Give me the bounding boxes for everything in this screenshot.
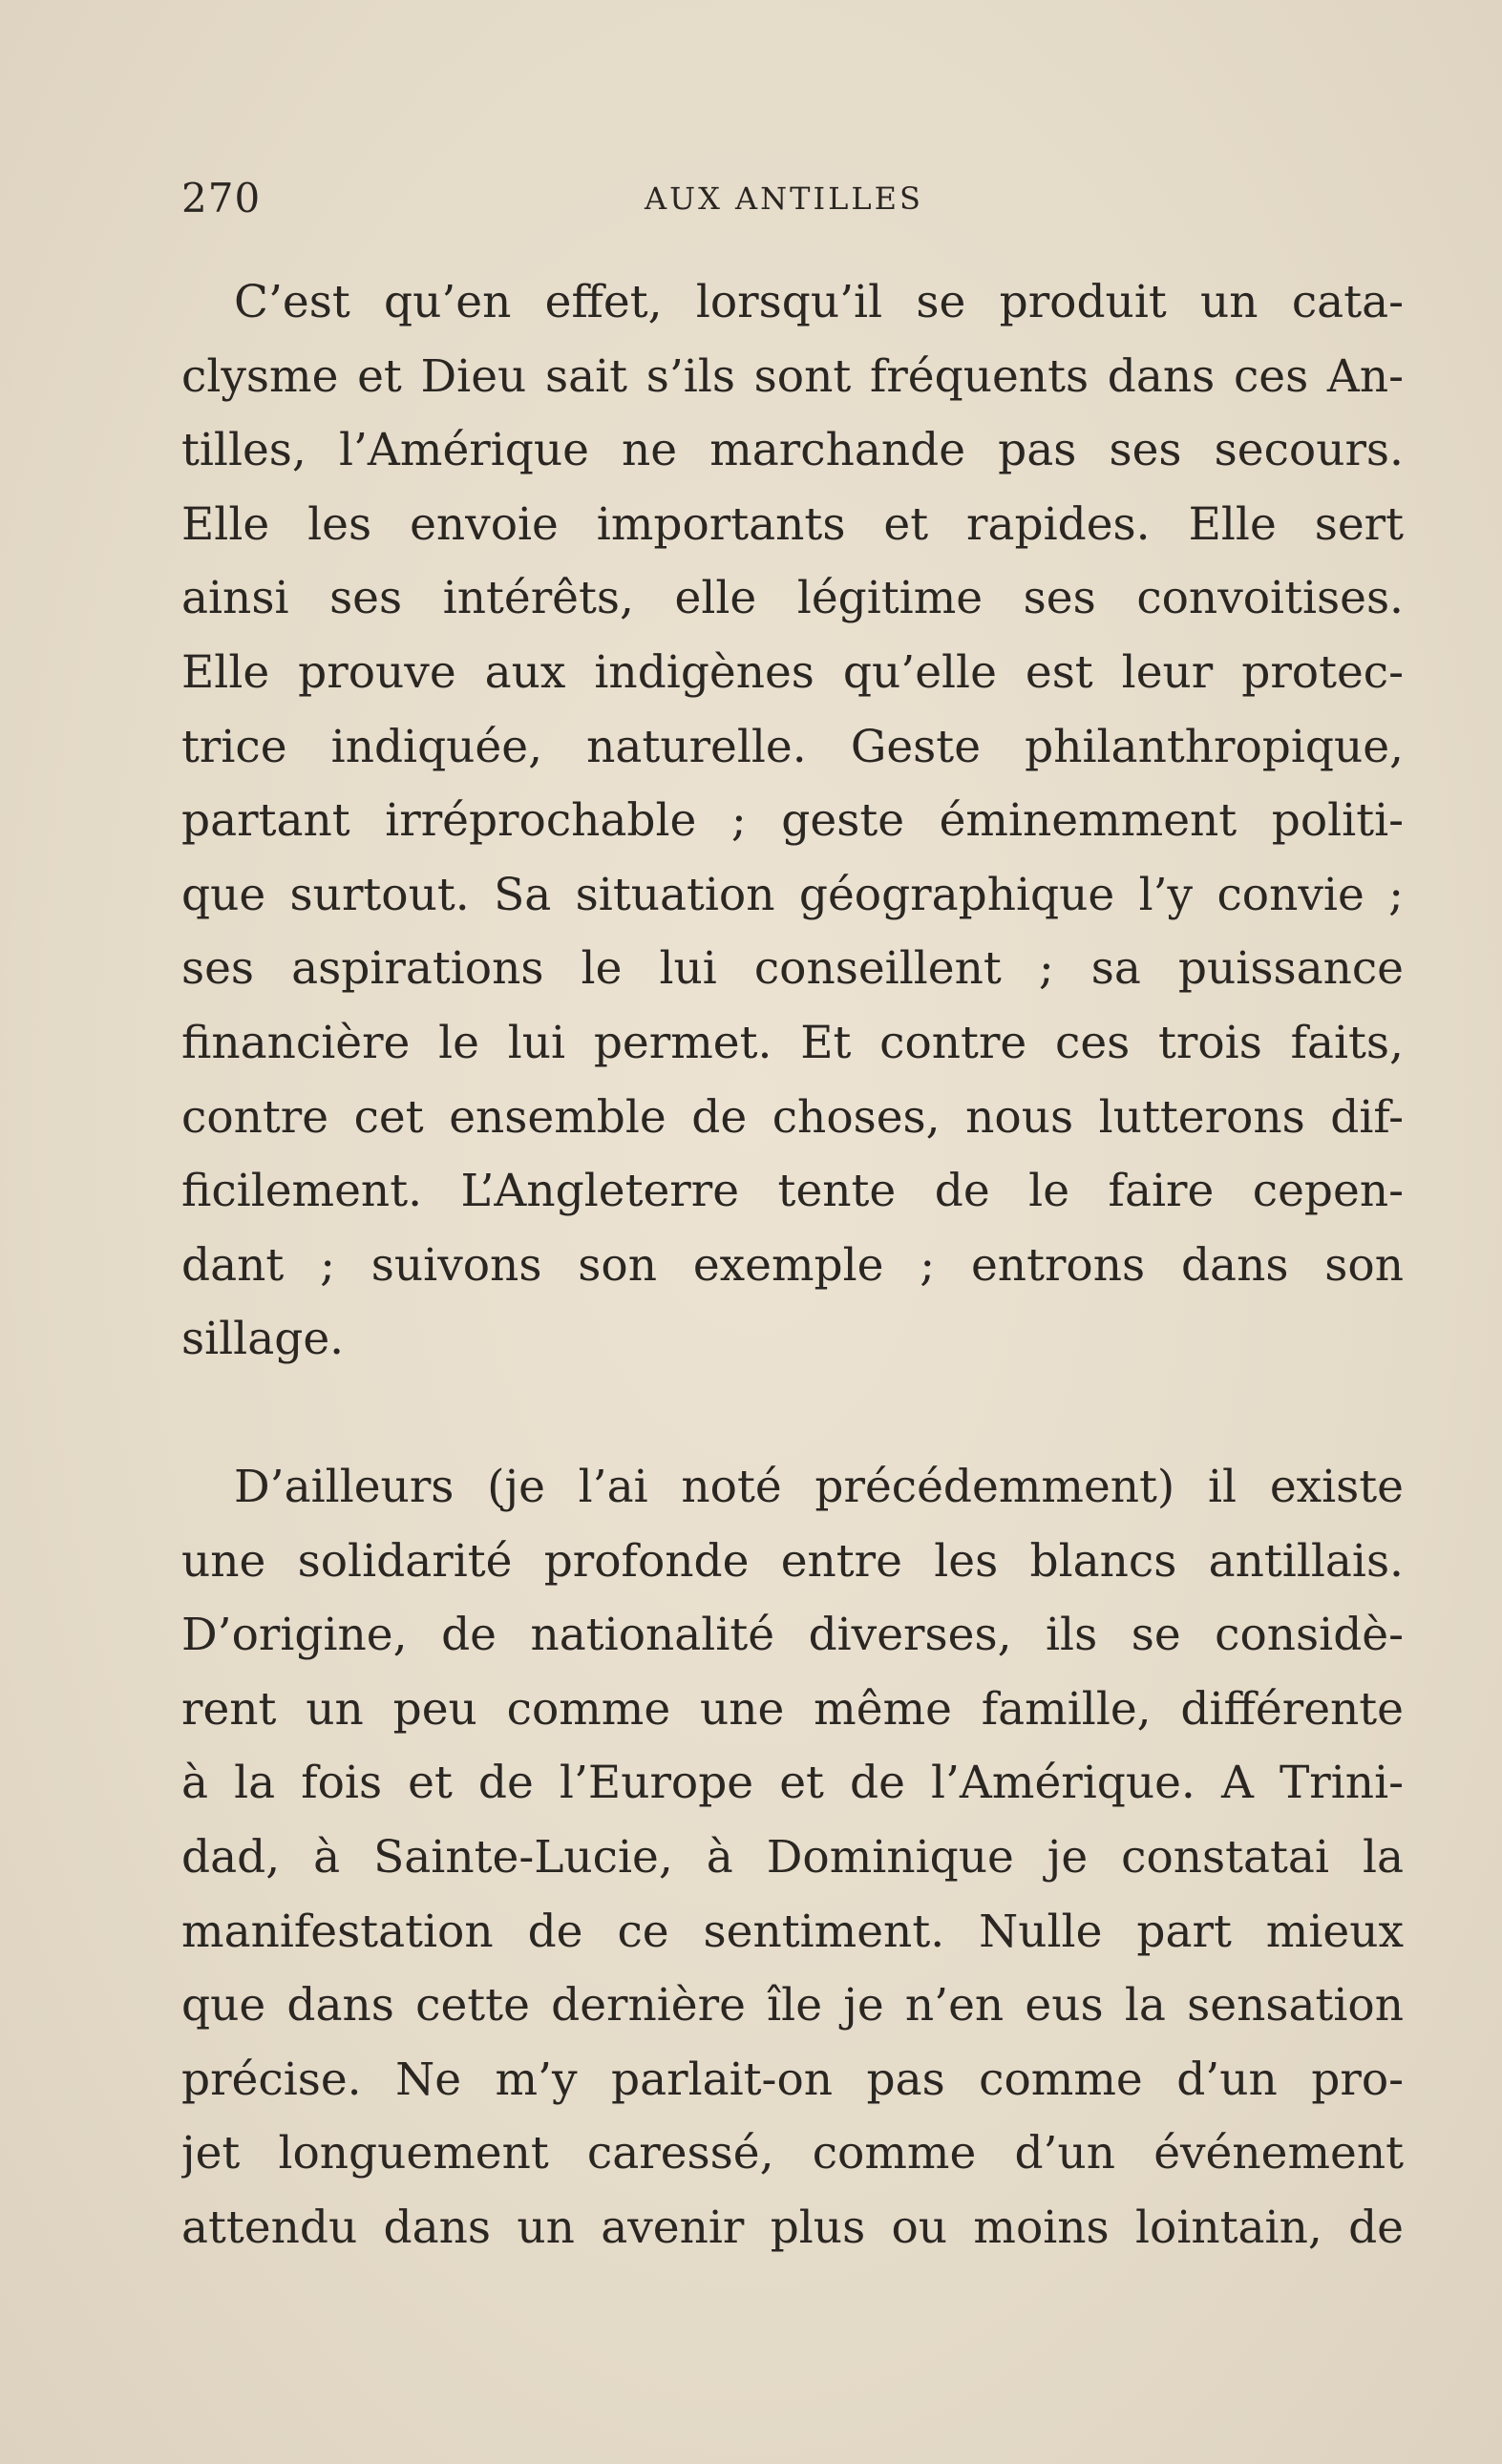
text-line: à la fois et de l’Europe et de l’Amérique. A Trini- <box>181 1757 1404 1810</box>
text-line: rent un peu comme une même famille, différente <box>181 1682 1404 1736</box>
text-line: une solidarité profonde entre les blancs antillais. <box>181 1534 1404 1588</box>
running-title: AUX ANTILLES <box>645 180 923 217</box>
text-line: jet longuement caressé, comme d’un événement <box>181 2127 1404 2180</box>
text-line: tilles, l’Amérique ne marchande pas ses secours. <box>181 424 1404 477</box>
paragraph-1 <box>181 265 1404 1377</box>
text-line: que dans cette dernière île je n’en eus la sensation <box>181 1979 1404 2032</box>
text-line: manifestation de ce sentiment. Nulle part mieux <box>181 1905 1404 1958</box>
text-line: ainsi ses intérêts, elle légitime ses convoitises. <box>181 572 1404 625</box>
text-line: clysme et Dieu sait s’ils sont fréquents dans ces An- <box>181 349 1404 403</box>
text-line: attendu dans un avenir plus ou moins lointain, de <box>181 2201 1404 2254</box>
text-line: ses aspirations le lui conseillent ; sa puissance <box>181 942 1404 996</box>
text-line: Elle prouve aux indigènes qu’elle est leur protec- <box>181 645 1404 699</box>
text-line: D’ailleurs (je l’ai noté précédemment) il existe <box>234 1461 1404 1513</box>
text-line: ficilement. L’Angleterre tente de le faire cepen- <box>181 1165 1404 1218</box>
text-line: Elle les envoie importants et rapides. Elle sert <box>181 497 1404 551</box>
text-line: sillage. <box>181 1313 345 1366</box>
text-line: que surtout. Sa situation géographique l’y convie ; <box>181 868 1404 921</box>
text-line: précise. Ne m’y parlait-on pas comme d’un pro- <box>181 2053 1404 2106</box>
paragraph-2 <box>181 1450 1404 2265</box>
text-line: financière le lui permet. Et contre ces trois faits, <box>181 1016 1404 1069</box>
text-line: dad, à Sainte-Lucie, à Dominique je constatai la <box>181 1830 1404 1884</box>
page-number: 270 <box>181 175 262 221</box>
page-header <box>181 170 1404 227</box>
text-line: contre cet ensemble de choses, nous lutterons dif- <box>181 1090 1404 1144</box>
text-line: D’origine, de nationalité diverses, ils se considè- <box>181 1609 1404 1662</box>
text-line: trice indiquée, naturelle. Geste philanthropique, <box>181 720 1404 773</box>
text-line: C’est qu’en effet, lorsqu’il se produit un cata- <box>234 276 1404 328</box>
text-line: partant irréprochable ; geste éminemment politi- <box>181 794 1404 848</box>
text-line: dant ; suivons son exemple ; entrons dans son <box>181 1238 1404 1292</box>
